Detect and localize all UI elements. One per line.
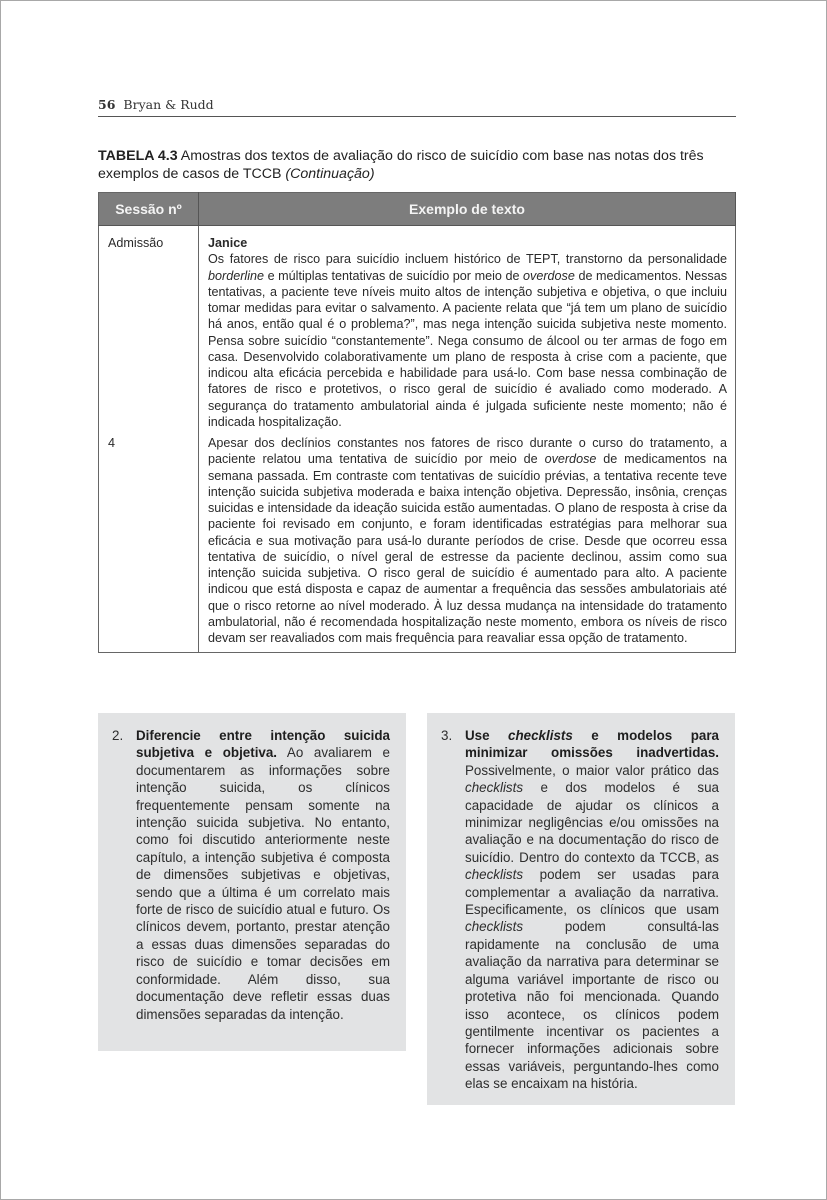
tip-heading: Diferencie entre intenção suicida subjetiva e objetiva. <box>136 728 390 761</box>
example-text-cell <box>199 430 736 653</box>
tip-box-3 <box>427 713 735 1105</box>
text-segment: podem ser usadas para complementar a avaliação da narrativa. Especificamente, os clínicos que usam <box>465 867 719 918</box>
example-text-cell <box>199 226 736 431</box>
running-head-authors: Bryan & Rudd <box>123 97 214 112</box>
italic-term: checklists <box>465 919 524 935</box>
table-row <box>99 430 736 653</box>
session-cell: Admissão <box>99 226 199 431</box>
text-segment: de medicamentos. Nessas tentativas, a paciente teve níveis muito altos de intenção subjetiva e objetiva, o que incluiu tomar medidas para evitar o salvamento. A paciente relata que “já tem um plano de suicídio há anos, então qual é o problema?”, mas nega intenção suicida subjetiva neste momento. Pensa sobre suicídio “constantemente”. Nega consumo de álcool ou ter armas de fogo em casa. Desenvolvido colaborativamente um plano de resposta à crise com a paciente, que indicou alta eficácia percebida e habilidade para usá-lo. Com base nessa combinação de fatores de risco e protetivos, o risco geral de suicídio é avaliado como moderado. A segurança do tratamento ambulatorial ainda é julgada suficiente neste momento; não é indicada hospitalização. <box>208 268 727 429</box>
text-segment: podem consultá-las rapidamente na conclusão de uma avaliação da narrativa para determinar se alguma variável importante de risco ou protetiva não foi mencionada. Quando isso acontece, os clínicos podem gentilmente incentivar os pacientes a fornecer informações adicionais sobre essas variáveis, perguntando-lhes como elas se encaixam na história. <box>465 919 719 1092</box>
tip-box-2 <box>98 713 406 1051</box>
italic-term: overdose <box>523 268 575 283</box>
italic-term: checklists <box>508 728 573 743</box>
tip-text: Ao avaliarem e documentarem as informações sobre intenção suicida, os clínicos frequentemente pensam somente na intenção suicida subjetiva. No entanto, como foi discutido anteriormente neste capítulo, a intenção subjetiva é composta de dimensões subjetivas e objetivas, sendo que a última é um correlato mais forte de risco de suicídio atual e futuro. Os clínicos devem, portanto, prestar atenção a essas duas dimensões separadas do risco de suicídio e tomar decisões em conformidade. Além disso, sua documentação deve refletir essas duas dimensões separadas da intenção. <box>136 745 391 1022</box>
table-caption-text: Amostras dos textos de avaliação do risco de suicídio com base nas notas dos três exemplos de casos de TCCB <box>98 148 704 182</box>
tip-heading <box>465 728 719 760</box>
header-session: Sessão nº <box>99 193 199 226</box>
tip-body <box>465 727 719 1093</box>
table-continuation: (Continuação) <box>285 166 375 182</box>
text-segment: de medicamentos na semana passada. Em contraste com tentativas de suicídio prévias, a tentativa recente teve intenção suicida subjetiva moderada e baixa intenção objetiva. Depressão, insônia, crenças suicidas e intensidade da ideação suicida estão aumentadas. O plano de resposta à crise da paciente foi revisado em conjunto, e foram identificadas estratégias para melhorar sua eficácia e sua motivação para usá-lo durante períodos de crise. Desde que ocorreu essa tentativa de suicídio, o nível geral de estresse da paciente declinou, assim como sua intenção suicida subjetiva. O risco geral de suicídio é aumentado para alto. A paciente indicou que está disposta e capaz de aumentar a frequência das sessões ambulatoriais até que o risco retorne ao nível moderado. À luz dessa mudança na intensidade do tratamento ambulatorial, não é recomendada hospitalização neste momento, embora os níveis de risco devam ser reavaliados com mais frequência para reavaliar essa opção de tratamento. <box>208 452 727 645</box>
tip-number: 3. <box>441 728 453 743</box>
heading-segment: Use <box>465 728 509 743</box>
italic-term: checklists <box>465 867 524 883</box>
italic-term: checklists <box>465 780 524 796</box>
table-row <box>99 226 736 431</box>
heading-segment: e modelos para minimizar omissões inadvertidas. <box>465 728 719 761</box>
session-cell: 4 <box>99 430 199 653</box>
header-example-text: Exemplo de texto <box>199 193 736 226</box>
patient-name: Janice <box>208 236 248 250</box>
text-segment: e múltiplas tentativas de suicídio por meio de <box>264 268 524 283</box>
text-segment: Os fatores de risco para suicídio incluem histórico de TEPT, transtorno da personalidade <box>208 252 727 267</box>
running-head <box>98 97 736 117</box>
text-segment: Apesar dos declínios constantes nos fatores de risco durante o curso do tratamento, a paciente relatou uma tentativa de suicídio por meio de <box>208 436 727 467</box>
tip-number: 2. <box>112 728 124 743</box>
table-label: TABELA 4.3 <box>98 148 178 164</box>
text-segment: Possivelmente, o maior valor prático das <box>465 762 719 778</box>
table-header-row <box>99 193 736 226</box>
page-number: 56 <box>98 97 116 112</box>
risk-assessment-table <box>98 192 736 653</box>
tip-body <box>136 727 390 1023</box>
italic-term: borderline <box>208 268 265 283</box>
table-caption <box>98 147 738 183</box>
italic-term: overdose <box>544 452 597 467</box>
text-segment: e dos modelos é sua capacidade de ajudar os clínicos a minimizar negligências e/ou omissões na avaliação e na documentação do risco de suicídio. Dentro do contexto da TCCB, as <box>465 780 719 865</box>
